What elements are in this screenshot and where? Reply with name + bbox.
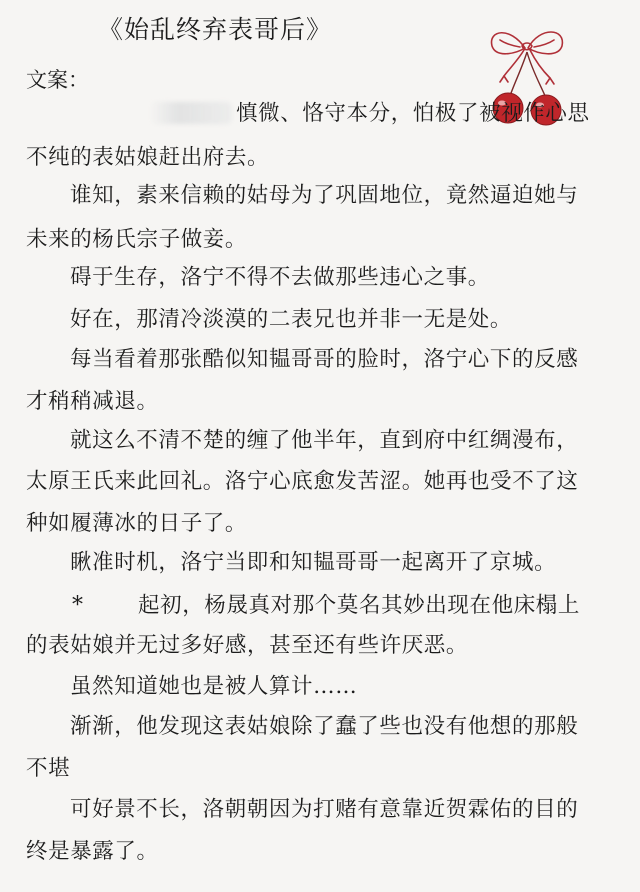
asterisk-marker: * <box>72 593 83 618</box>
text-line-7: 每当看着那张酷似知韫哥哥的脸时，洛宁心下的反感 <box>70 347 579 372</box>
document-title: 《始乱终弃表哥后》 <box>98 15 333 44</box>
synopsis-label: 文案： <box>26 68 89 92</box>
text-line-14: 的表姑娘并无过多好感，甚至还有些许厌恶。 <box>26 633 469 658</box>
text-line-16: 渐渐，他发现这表姑娘除了蠢了些也没有他想的那般 <box>70 714 579 739</box>
text-line-19: 终是暴露了。 <box>26 839 159 864</box>
text-line-5: 碍于生存，洛宁不得不去做那些违心之事。 <box>70 265 490 290</box>
text-line-11: 种如履薄冰的日子了。 <box>26 511 248 536</box>
text-line-4: 未来的杨氏宗子做妾。 <box>26 227 248 252</box>
text-line-18: 可好景不长，洛朝朝因为打赌有意靠近贺霖佑的目的 <box>70 797 579 822</box>
text-line-13: 起初，杨晟真对那个莫名其妙出现在他床榻上 <box>138 593 581 618</box>
blurred-text-region <box>150 102 232 124</box>
text-line-17: 不堪 <box>26 756 71 781</box>
text-line-9: 就这么不清不楚的缠了他半年，直到府中红绸漫布， <box>70 428 579 453</box>
text-line-3: 谁知，素来信赖的姑母为了巩固地位，竟然逼迫她与 <box>70 183 579 208</box>
text-line-2: 不纯的表姑娘赶出府去。 <box>26 145 270 170</box>
text-line-12: 瞅准时机，洛宁当即和知韫哥哥一起离开了京城。 <box>70 550 557 575</box>
text-line-6: 好在，那清冷淡漠的二表兄也并非一无是处。 <box>70 307 513 332</box>
text-line-15: 虽然知道她也是被人算计…… <box>70 674 358 699</box>
text-line-1: 慎微、恪守本分，怕极了被视作心思 <box>236 101 590 126</box>
text-line-8: 才稍稍减退。 <box>26 389 159 414</box>
text-line-10: 太原王氏来此回礼。洛宁心底愈发苦涩。她再也受不了这 <box>26 469 579 494</box>
